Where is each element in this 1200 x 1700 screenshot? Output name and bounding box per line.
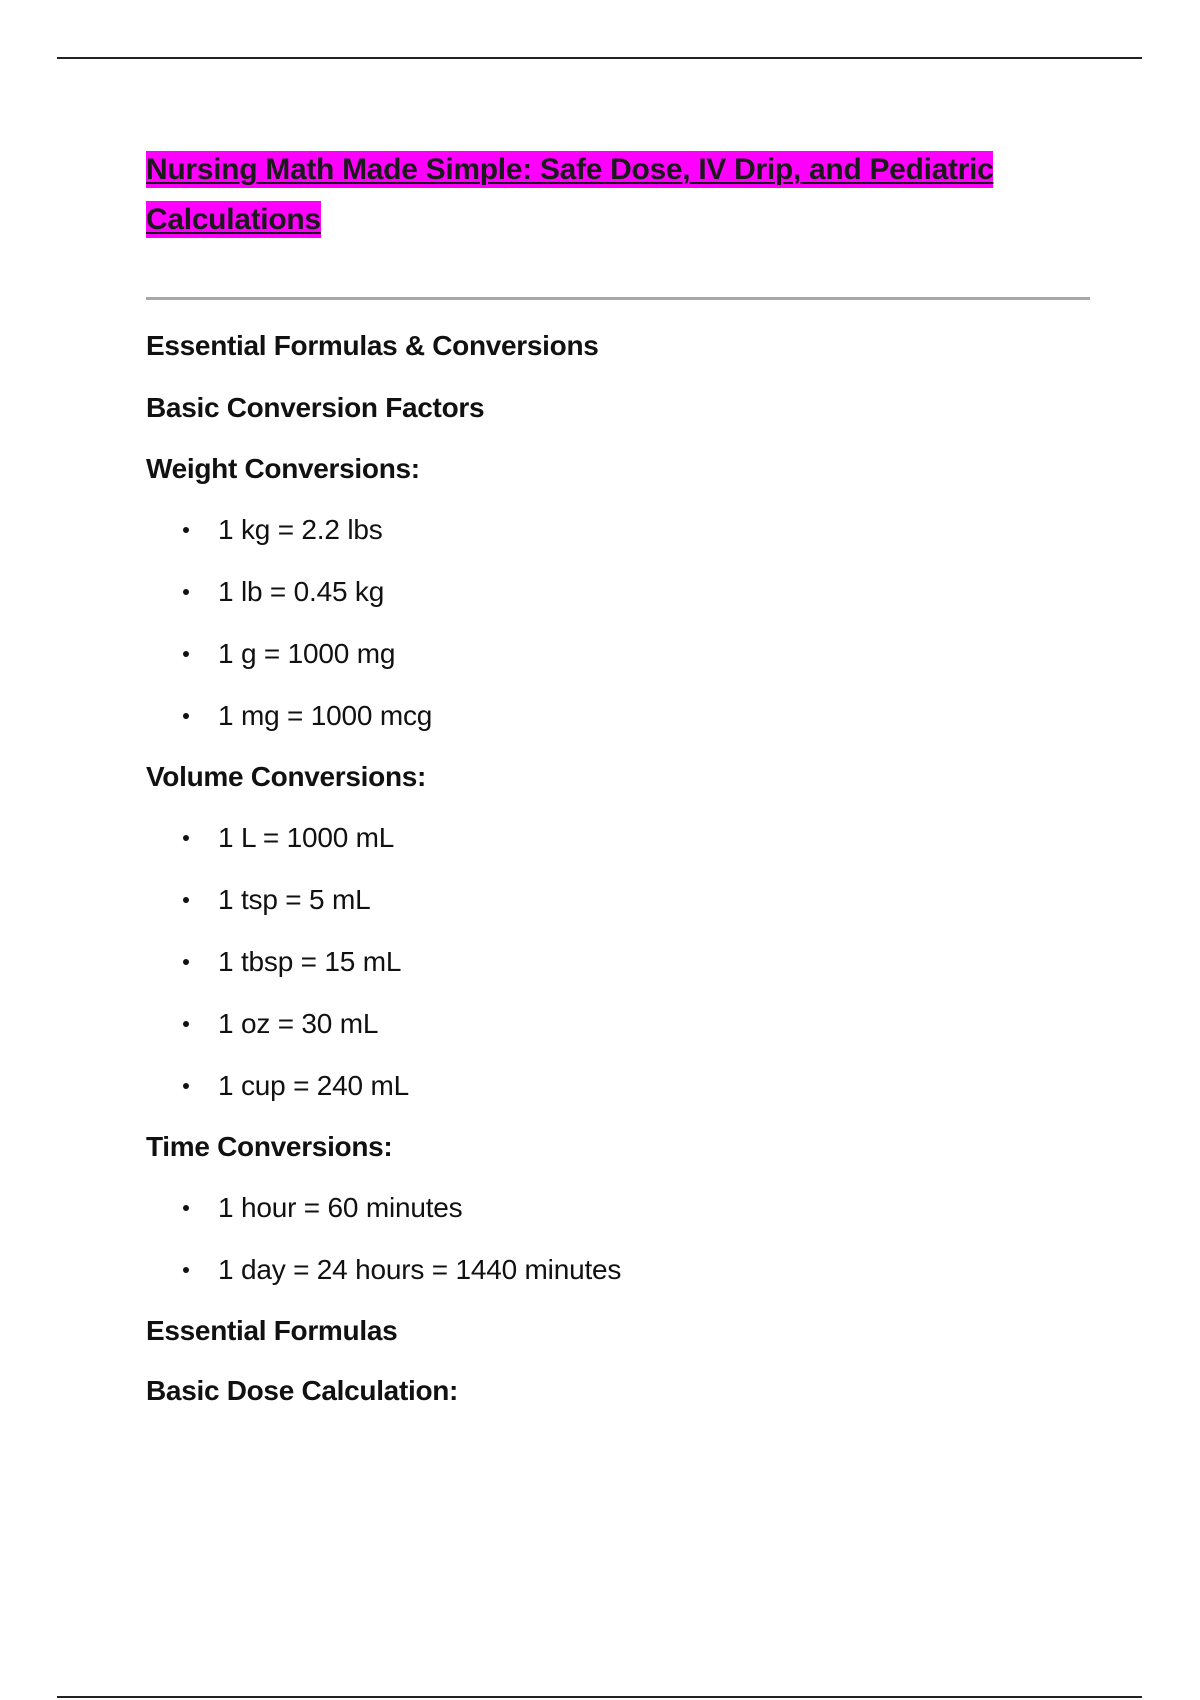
list-item-text: 1 tbsp = 15 mL <box>218 946 402 977</box>
list-item <box>146 993 1090 1055</box>
bullet-icon <box>183 651 189 657</box>
document-title-text: Nursing Math Made Simple: Safe Dose, IV Drip, and Pediatric Calculations <box>146 153 994 236</box>
bullet-icon <box>183 1267 189 1273</box>
list-item <box>146 931 1090 993</box>
weight-conversions-list <box>146 499 1090 747</box>
essential-formulas-heading: Essential Formulas <box>146 1315 398 1346</box>
list-item-text: 1 oz = 30 mL <box>218 1008 379 1039</box>
bullet-icon <box>183 589 189 595</box>
basic-conversion-factors-heading: Basic Conversion Factors <box>146 392 485 423</box>
page-bottom-rule <box>57 1696 1142 1698</box>
list-item <box>146 685 1090 747</box>
bullet-icon <box>183 1083 189 1089</box>
list-item <box>146 1239 1090 1301</box>
list-item <box>146 1177 1090 1239</box>
bullet-icon <box>183 1205 189 1211</box>
volume-conversions-label: Volume Conversions: <box>146 761 427 792</box>
list-item-text: 1 day = 24 hours = 1440 minutes <box>218 1254 622 1285</box>
volume-conversions-list <box>146 807 1090 1117</box>
list-item <box>146 1055 1090 1117</box>
list-item-text: 1 g = 1000 mg <box>218 638 396 669</box>
document-body <box>146 145 1090 1421</box>
list-item-text: 1 hour = 60 minutes <box>218 1192 463 1223</box>
list-item <box>146 623 1090 685</box>
list-item <box>146 807 1090 869</box>
list-item-text: 1 lb = 0.45 kg <box>218 576 385 607</box>
section-divider <box>146 297 1090 300</box>
bullet-icon <box>183 1021 189 1027</box>
list-item <box>146 561 1090 623</box>
bullet-icon <box>183 527 189 533</box>
list-item-text: 1 mg = 1000 mcg <box>218 700 433 731</box>
bullet-icon <box>183 897 189 903</box>
list-item-text: 1 L = 1000 mL <box>218 822 395 853</box>
page-top-rule <box>57 57 1142 59</box>
bullet-icon <box>183 835 189 841</box>
essential-formulas-conversions-heading: Essential Formulas & Conversions <box>146 330 599 361</box>
document-title <box>146 145 1090 245</box>
bullet-icon <box>183 713 189 719</box>
list-item-text: 1 cup = 240 mL <box>218 1070 409 1101</box>
bullet-icon <box>183 959 189 965</box>
basic-dose-calculation-label: Basic Dose Calculation: <box>146 1375 459 1406</box>
list-item <box>146 869 1090 931</box>
time-conversions-list <box>146 1177 1090 1301</box>
weight-conversions-label: Weight Conversions: <box>146 453 420 484</box>
list-item-text: 1 kg = 2.2 lbs <box>218 514 383 545</box>
list-item <box>146 499 1090 561</box>
list-item-text: 1 tsp = 5 mL <box>218 884 371 915</box>
time-conversions-label: Time Conversions: <box>146 1131 393 1162</box>
